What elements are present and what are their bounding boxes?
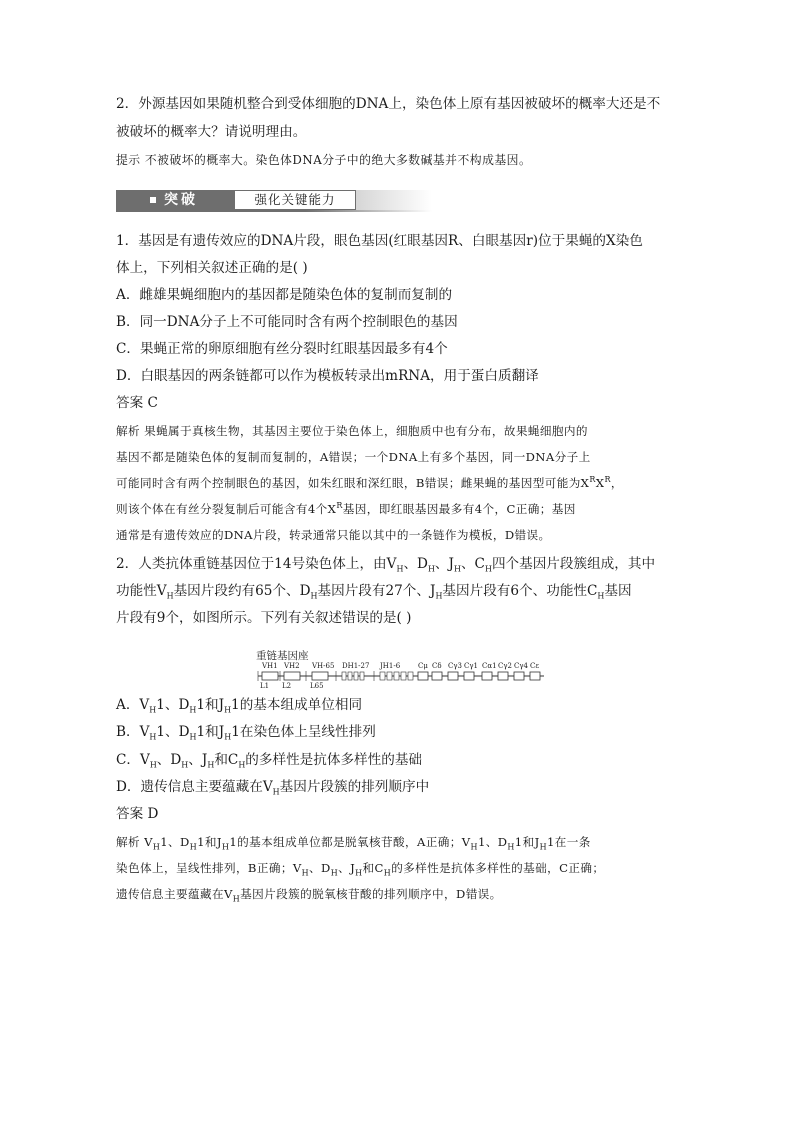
question-stem: 1．基因是有遗传效应的DNA片段，眼色基因(红眼基因R、白眼基因r)位于果蝇的X染色 — [116, 233, 643, 249]
option-c: C．$V_H$、$D_H$、$J_H$和$C_H$的多样性是抗体多样性的基础 — [116, 752, 423, 770]
question-text: 被破坏的概率大？请说明理由。 — [116, 124, 307, 140]
option-d: D．遗传信息主要蕴藏在$V_H$基因片段簇的排列顺序中 — [116, 779, 430, 797]
figure-label: Cε — [530, 662, 539, 670]
gene-locus-figure — [256, 650, 546, 692]
tip-text: 提示 不被破坏的概率大。染色体DNA分子中的绝大多数碱基并不构成基因。 — [116, 153, 532, 167]
figure-label: Cγ3 — [448, 662, 462, 670]
explanation-line: 通常是有遗传效应的DNA片段，转录通常只能以其中的一条链作为模板，D错误。 — [116, 528, 551, 542]
banner-fade — [356, 190, 432, 210]
question-stem: 2．人类抗体重链基因位于14号染色体上，由$V_H$、$D_H$、$J_H$、$C_H$四个基因片段簇组成，其中 — [116, 556, 656, 574]
banner-subtitle: 强化关键能力 — [234, 190, 356, 210]
answer: 答案 C — [116, 395, 158, 411]
explanation-line: 则该个体在有丝分裂复制后可能含有4个$X^R$基因，即红眼基因最多有4个，C正确；基因 — [116, 501, 576, 516]
figure-label: VH2 — [284, 662, 300, 670]
figure-label: L65 — [310, 682, 324, 690]
answer: 答案 D — [116, 806, 159, 822]
banner-rule — [116, 210, 432, 212]
option-b: B．同一DNA分子上不可能同时含有两个控制眼色的基因 — [116, 314, 458, 330]
figure-label: Cμ — [418, 662, 428, 670]
figure-label: JH1-6 — [380, 662, 401, 670]
figure-label: VH1 — [262, 662, 278, 670]
explanation-line: 解析 $V_H1$、$D_H1$和$J_H1$的基本组成单位都是脱氧核苷酸，A正确；$V_H1$、$D_H1$和$J_H1$在一条 — [116, 835, 591, 852]
explanation-line: 染色体上，呈线性排列，B正确；$V_H$、$D_H$、$J_H$和$C_H$的多样性是抗体多样性的基础，C正确； — [116, 861, 605, 878]
gene-locus-diagram — [256, 650, 546, 692]
explanation-line: 可能同时含有两个控制眼色的基因，如朱红眼和深红眼，B错误；雌果蝇的基因型可能为$X^RX^R$， — [116, 475, 623, 490]
figure-label: L1 — [260, 682, 270, 690]
explanation-line: 遗传信息主要蕴藏在$V_H$基因片段簇的脱氧核苷酸的排列顺序中，D错误。 — [116, 887, 502, 904]
figure-label: Cγ2 — [498, 662, 512, 670]
square-bullet-icon — [150, 197, 156, 203]
figure-label: Cδ — [432, 662, 442, 670]
option-a: A．$V_H1$、$D_H1$和$J_H1$的基本组成单位相同 — [116, 697, 363, 715]
banner-label: 突破 — [164, 192, 198, 208]
explanation-line: 基因不都是随染色体的复制而复制的，A错误；一个DNA上有多个基因，同一DNA分子上 — [116, 450, 591, 464]
section-banner — [116, 188, 432, 212]
question-stem: 体上，下列相关叙述正确的是( ) — [116, 260, 308, 276]
question-stem: 片段有9个，如图所示。下列有关叙述错误的是( ) — [116, 610, 412, 626]
figure-label: DH1-27 — [342, 662, 370, 670]
question-stem: 功能性$V_H$基因片段约有65个、$D_H$基因片段有27个、$J_H$基因片段有6个、功能性$C_H$基因 — [116, 583, 632, 601]
option-a: A．雌雄果蝇细胞内的基因都是随染色体的复制而复制的 — [116, 287, 453, 303]
option-d: D．白眼基因的两条链都可以作为模板转录出mRNA，用于蛋白质翻译 — [116, 368, 539, 384]
figure-label: L2 — [282, 682, 292, 690]
figure-label: VH-65 — [312, 662, 335, 670]
figure-label: Cγ1 — [464, 662, 478, 670]
figure-label: Cα1 — [482, 662, 497, 670]
banner-dark-tab — [116, 190, 234, 210]
figure-title: 重链基因座 — [256, 650, 309, 662]
option-c: C．果蝇正常的卵原细胞有丝分裂时红眼基因最多有4个 — [116, 341, 448, 357]
explanation-line: 解析 果蝇属于真核生物，其基因主要位于染色体上，细胞质中也有分布，故果蝇细胞内的 — [116, 424, 588, 438]
option-b: B．$V_H1$、$D_H1$和$J_H1$在染色体上呈线性排列 — [116, 724, 376, 742]
figure-label: Cγ4 — [514, 662, 528, 670]
question-text: 2．外源基因如果随机整合到受体细胞的DNA上，染色体上原有基因被破坏的概率大还是不 — [116, 96, 661, 112]
